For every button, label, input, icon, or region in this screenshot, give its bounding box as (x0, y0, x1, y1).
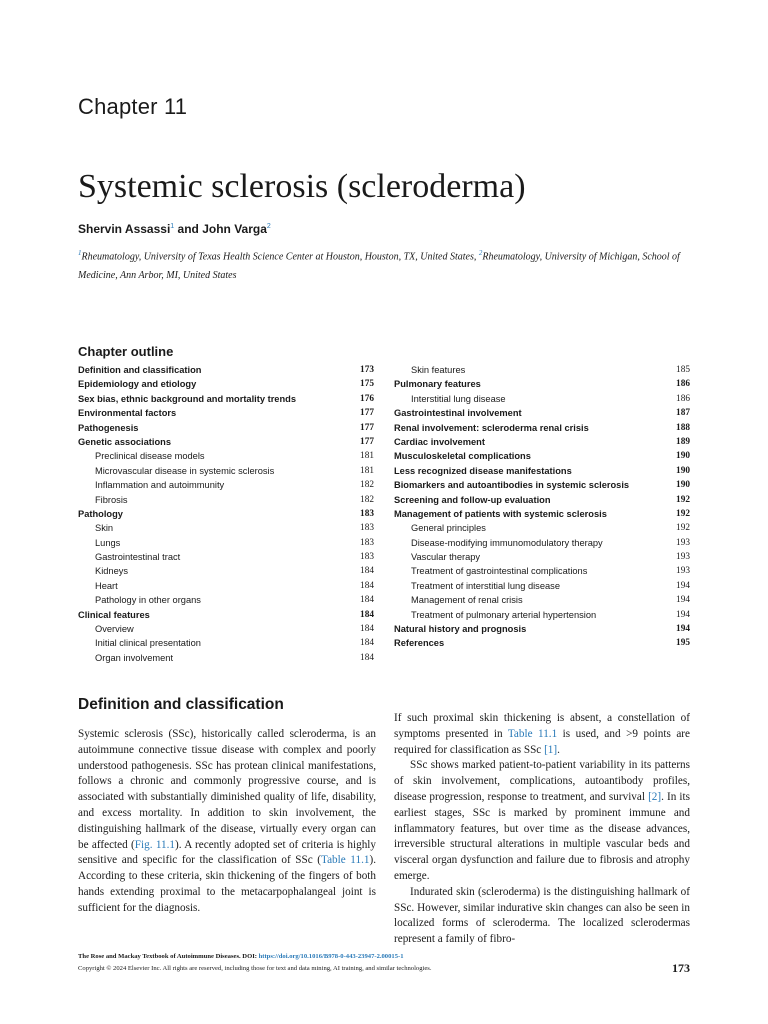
outline-entry-page: 192 (676, 494, 690, 505)
figure-link[interactable]: Fig. 11.1 (134, 838, 176, 851)
outline-entry-page: 190 (676, 451, 690, 462)
outline-entry-label: Screening and follow-up evaluation (394, 494, 551, 505)
outline-entry-page: 190 (676, 465, 690, 476)
outline-entry-page: 193 (676, 537, 690, 548)
outline-entry-page: 186 (676, 393, 690, 404)
affil-marker: 2 (478, 249, 483, 257)
outline-entry[interactable] (78, 435, 374, 449)
outline-entry-label: Cardiac involvement (394, 436, 485, 447)
outline-entry[interactable] (394, 622, 690, 636)
table-link[interactable]: Table 11.1 (507, 727, 558, 740)
body-text: ). According to these criteria, skin thickening of the fingers of both hands extending proximal to the metacarpophalangeal joint is sufficient for the diagnosis. (78, 854, 377, 914)
outline-entry[interactable] (78, 651, 374, 665)
outline-entry[interactable] (394, 464, 690, 478)
outline-entry-label: Environmental factors (78, 408, 177, 419)
outline-entry-page: 176 (360, 393, 374, 404)
outline-entry[interactable] (78, 536, 374, 550)
outline-entry-label: Treatment of pulmonary arterial hypertension (411, 609, 597, 620)
outline-entry-label: References (394, 638, 445, 649)
outline-entry-page: 189 (676, 436, 690, 447)
outline-entry-label: Treatment of gastrointestinal complications (411, 566, 588, 577)
outline-entry-label: Preclinical disease models (95, 451, 205, 462)
outline-entry[interactable] (394, 521, 690, 535)
outline-entry[interactable] (394, 421, 690, 435)
outline-entry[interactable] (394, 636, 690, 650)
body-paragraph (394, 711, 690, 758)
outline-entry-label: Definition and classification (78, 365, 202, 375)
outline-entry-label: Epidemiology and etiology (78, 379, 197, 390)
outline-entry-page: 184 (360, 652, 374, 663)
outline-entry-label: Inflammation and autoimmunity (95, 480, 225, 491)
body-text: Systemic sclerosis (SSc), historically called scleroderma, is an autoimmune connective tissue disease with complex and poorly understood pathogenesis. SSc has protean clinical manifestations, follows a chronic and commonly progressive course, and is associated with substantially diminished quality of life, disability, and excess mortality. In addition to skin involvement, the distinguishing hallmark of the disease, virtually every organ can be affected ( (78, 728, 376, 851)
reference-link[interactable]: [2] (648, 790, 662, 803)
outline-entry-label: Pathology in other organs (95, 595, 201, 606)
outline-entry-label: Gastrointestinal tract (95, 552, 181, 563)
outline-entry[interactable] (78, 550, 374, 564)
outline-entry-page: 193 (676, 566, 690, 577)
outline-entry-page: 182 (360, 480, 374, 491)
outline-entry-label: Skin (95, 523, 114, 534)
outline-entry-label: Clinical features (78, 609, 150, 620)
outline-entry-label: Vascular therapy (411, 552, 481, 563)
chapter-label: Chapter 11 (78, 94, 188, 119)
outline-entry-page: 194 (676, 580, 690, 591)
outline-entry[interactable] (394, 435, 690, 449)
outline-entry-label: Skin features (411, 365, 466, 375)
outline-entry[interactable] (78, 507, 374, 521)
outline-entry-page: 184 (360, 638, 374, 649)
outline-entry[interactable] (394, 507, 690, 521)
outline-entry[interactable] (394, 478, 690, 492)
outline-entry[interactable] (394, 363, 690, 377)
outline-entry-label: Heart (95, 580, 118, 591)
outline-entry-label: Genetic associations (78, 436, 172, 447)
outline-entry-page: 184 (360, 566, 374, 577)
outline-entry-page: 173 (360, 365, 374, 375)
outline-entry[interactable] (394, 377, 690, 391)
outline-entry-label: Kidneys (95, 566, 129, 577)
outline-entry[interactable] (78, 363, 374, 377)
body-column-right (394, 711, 690, 948)
section-heading: Definition and classification (78, 696, 284, 713)
table-link[interactable]: Table 11.1 (321, 854, 370, 867)
body-column-left (78, 727, 376, 917)
outline-entry-label: Renal involvement: scleroderma renal crisis (394, 422, 589, 433)
outline-entry[interactable] (394, 608, 690, 622)
affiliations (78, 244, 694, 285)
outline-entry-page: 177 (360, 422, 374, 433)
copyright-notice: Copyright © 2024 Elsevier Inc. All rights are reserved, including those for text and data mining, AI training, and similar technologies. (78, 965, 432, 972)
outline-entry-page: 182 (360, 494, 374, 505)
outline-entry-label: Microvascular disease in systemic sclerosis (95, 465, 275, 476)
outline-entry[interactable] (78, 636, 374, 650)
body-paragraph (394, 758, 690, 884)
outline-entry-label: Interstitial lung disease (411, 393, 506, 404)
outline-entry-label: Lungs (95, 537, 121, 548)
book-title: The Rose and Mackay Textbook of Autoimmune Diseases. DOI: (78, 953, 259, 960)
body-text: . In its earliest stages, SSc is marked by prominent immune and inflammatory features, but over time as the disease advances, irreversible structural alterations in multiple vascular beds and visceral organ dysfunction and failure due to fibrosis and atrophy emerge. (394, 790, 691, 882)
author-joiner: and (174, 222, 203, 236)
body-text: If such proximal skin thickening is absent, a constellation of symptoms presented in (394, 712, 690, 740)
outline-entry-label: Management of patients with systemic sclerosis (394, 508, 607, 519)
footer-citation (78, 953, 404, 960)
outline-entry[interactable] (394, 536, 690, 550)
outline-entry[interactable] (78, 421, 374, 435)
outline-entry-page: 194 (676, 624, 690, 635)
outline-entry-label: Gastrointestinal involvement (394, 408, 522, 419)
outline-entry-page: 184 (360, 609, 374, 620)
outline-entry-page: 192 (676, 508, 690, 519)
outline-entry-page: 194 (676, 609, 690, 620)
outline-entry[interactable] (394, 392, 690, 406)
outline-entry-label: Biomarkers and autoantibodies in systemic sclerosis (394, 480, 630, 491)
outline-entry-label: Sex bias, ethnic background and mortality trends (78, 393, 297, 404)
outline-entry-label: Treatment of interstitial lung disease (411, 580, 560, 591)
author-line (78, 222, 271, 236)
outline-entry[interactable] (78, 493, 374, 507)
outline-entry-label: Management of renal crisis (411, 595, 523, 606)
page-number: 173 (672, 961, 690, 975)
chapter-title: Systemic sclerosis (scleroderma) (78, 168, 526, 205)
outline-entry-label: Less recognized disease manifestations (394, 465, 572, 476)
outline-entry-page: 183 (360, 537, 374, 548)
outline-entry-page: 184 (360, 580, 374, 591)
body-paragraph: Indurated skin (scleroderma) is the distinguishing hallmark of SSc. However, similar indurative skin changes can also be seen in localized forms of scleroderma. The localized sclerodermas represent a family of fibro- (394, 885, 690, 946)
body-text: SSc shows marked patient-to-patient variability in its patterns of skin involvement, complications, autoantibody profiles, disease progression, response to treatment, and survival (394, 759, 690, 803)
outline-column-right (394, 363, 690, 651)
outline-entry-label: Fibrosis (95, 494, 128, 505)
body-text: is used, and >9 points are required for classification as SSc (394, 727, 690, 756)
outline-entry-label: Disease-modifying immunomodulatory therapy (411, 537, 603, 548)
outline-entry-label: General principles (411, 523, 486, 534)
outline-entry-page: 177 (360, 408, 374, 419)
outline-entry-page: 190 (676, 480, 690, 491)
outline-entry[interactable] (78, 392, 374, 406)
outline-entry-page: 193 (676, 552, 690, 563)
outline-entry-label: Pathology (78, 508, 123, 519)
outline-entry[interactable] (394, 579, 690, 593)
outline-entry-page: 183 (360, 552, 374, 563)
body-text: . (557, 743, 560, 756)
author-name: Shervin Assassi (78, 222, 171, 236)
outline-entry-label: Musculoskeletal complications (394, 451, 531, 462)
outline-entry[interactable] (78, 608, 374, 622)
outline-entry-page: 181 (360, 465, 374, 476)
outline-entry-page: 186 (676, 379, 690, 390)
outline-entry-label: Overview (95, 624, 134, 635)
outline-entry[interactable] (78, 464, 374, 478)
outline-entry-page: 183 (360, 523, 374, 534)
outline-entry[interactable] (78, 478, 374, 492)
outline-entry[interactable] (394, 406, 690, 420)
outline-entry[interactable] (394, 493, 690, 507)
outline-entry[interactable] (394, 550, 690, 564)
author-affil-ref: 2 (266, 223, 271, 230)
outline-entry[interactable] (78, 593, 374, 607)
outline-entry-page: 187 (676, 408, 690, 419)
outline-entry-page: 184 (360, 624, 374, 635)
outline-entry[interactable] (394, 593, 690, 607)
outline-column-left (78, 363, 374, 665)
outline-entry-page: 175 (360, 379, 374, 390)
affil-text: Rheumatology, University of Texas Health Science Center at Houston, Houston, TX, United States, (81, 251, 479, 263)
outline-heading: Chapter outline (78, 344, 174, 359)
outline-entry[interactable] (394, 564, 690, 578)
outline-entry-page: 194 (676, 595, 690, 606)
outline-entry-page: 181 (360, 451, 374, 462)
author-affil-ref: 1 (170, 223, 175, 230)
outline-entry-page: 184 (360, 595, 374, 606)
outline-entry[interactable] (78, 622, 374, 636)
outline-entry[interactable] (78, 377, 374, 391)
outline-entry-label: Initial clinical presentation (95, 638, 201, 649)
outline-entry[interactable] (78, 406, 374, 420)
outline-entry-label: Pulmonary features (394, 379, 481, 390)
outline-entry-label: Natural history and prognosis (394, 624, 527, 635)
outline-entry-page: 177 (360, 436, 374, 447)
body-text: ). A recently adopted set of criteria is highly sensitive and specific for the classification of SSc ( (78, 838, 376, 867)
outline-entry-page: 183 (360, 508, 374, 519)
outline-entry[interactable] (78, 579, 374, 593)
reference-link[interactable]: [1] (544, 743, 558, 756)
outline-entry-page: 192 (676, 523, 690, 534)
affil-marker: 1 (78, 249, 82, 257)
outline-entry[interactable] (78, 521, 374, 535)
outline-entry[interactable] (78, 564, 374, 578)
outline-entry-page: 188 (676, 422, 690, 433)
body-paragraph (78, 727, 376, 917)
doi-link[interactable]: https://doi.org/10.1016/B978-0-443-23947-2.00015-1 (258, 953, 404, 960)
outline-entry-label: Pathogenesis (78, 422, 139, 433)
outline-entry-label: Organ involvement (95, 652, 174, 663)
author-name: John Varga (202, 222, 267, 236)
outline-entry-page: 185 (676, 365, 690, 375)
outline-entry-page: 195 (676, 638, 690, 649)
affil-text: Rheumatology, University of Michigan, School of Medicine, Ann Arbor, MI, United States (78, 251, 680, 282)
outline-entry[interactable] (394, 449, 690, 463)
outline-entry[interactable] (78, 449, 374, 463)
